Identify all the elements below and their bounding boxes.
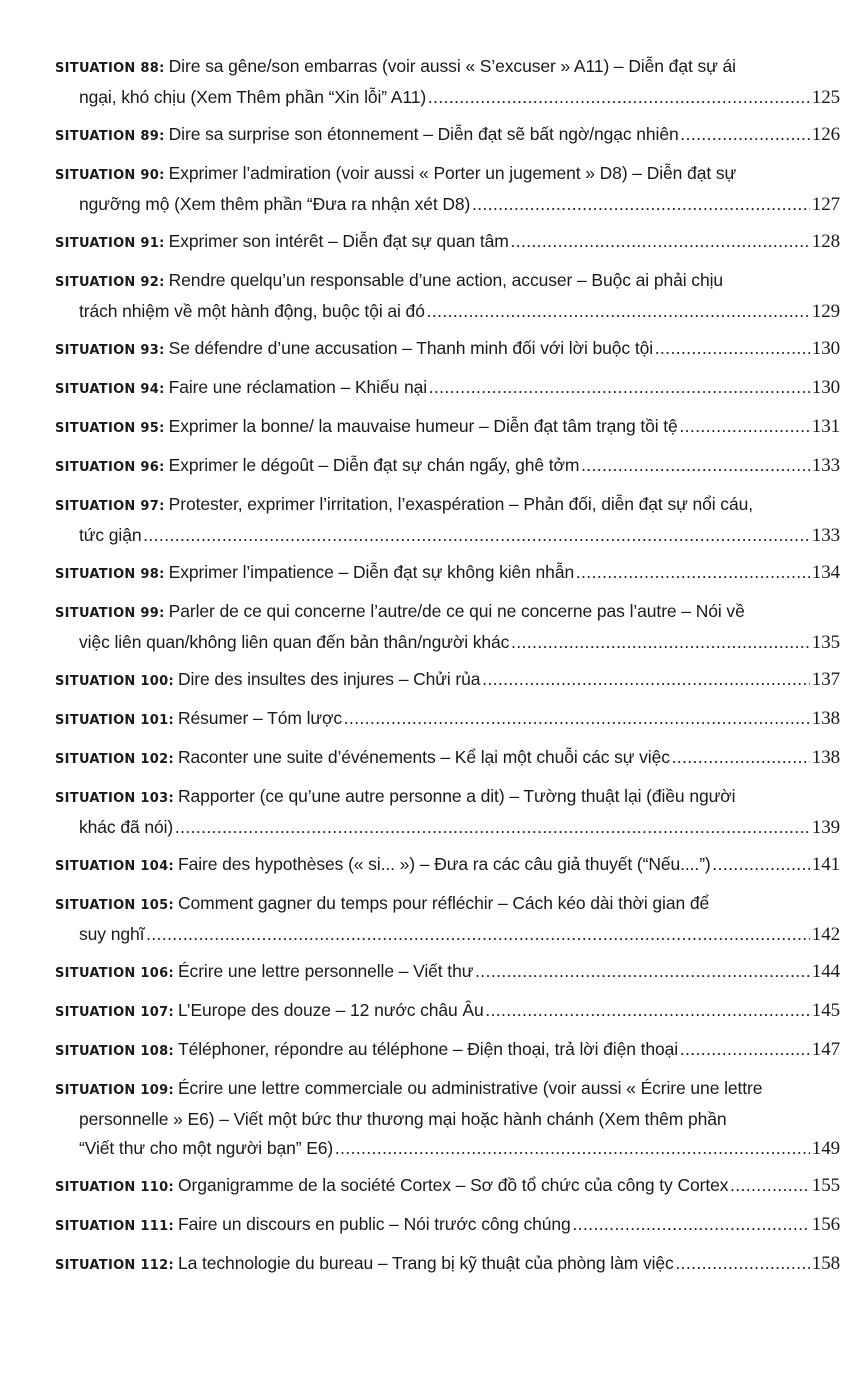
toc-entry-line bbox=[55, 490, 840, 521]
page-number: 138 bbox=[811, 747, 840, 768]
entry-title-text: Faire un discours en public – Nói trước công chúng bbox=[177, 1214, 571, 1234]
toc-entry-line bbox=[55, 83, 840, 112]
toc-entry-line bbox=[55, 665, 840, 696]
entry-title-text: La technologie du bureau – Trang bị kỹ thuật của phòng làm việc bbox=[177, 1253, 674, 1273]
dot-leader bbox=[680, 412, 810, 441]
entry-title-text: Se défendre d’une accusation – Thanh minh đối với lời buộc tội bbox=[168, 338, 654, 358]
page-number: 133 bbox=[811, 525, 840, 546]
situation-label: SITUATION 91: bbox=[55, 236, 165, 251]
toc-entry-line bbox=[55, 412, 840, 443]
toc-entry bbox=[55, 704, 840, 735]
dot-leader bbox=[581, 451, 809, 480]
toc-entry-line bbox=[55, 850, 840, 881]
page-number: 127 bbox=[811, 194, 840, 215]
toc-entry-line bbox=[55, 813, 840, 842]
page-number: 137 bbox=[811, 669, 840, 690]
page-number: 144 bbox=[811, 961, 840, 982]
dot-leader bbox=[344, 704, 810, 733]
dot-leader bbox=[672, 743, 810, 772]
toc-entry-line bbox=[55, 1134, 840, 1163]
entry-title-text: personnelle » E6) – Viết một bức thư thương mại hoặc hành chánh (Xem thêm phần bbox=[79, 1109, 727, 1129]
entry-title-text: Résumer – Tóm lược bbox=[177, 708, 343, 728]
situation-label: SITUATION 104: bbox=[55, 859, 174, 874]
toc-entry-line bbox=[55, 1105, 840, 1134]
situation-label: SITUATION 102: bbox=[55, 752, 174, 767]
dot-leader bbox=[427, 297, 810, 326]
dot-leader bbox=[511, 628, 809, 657]
toc-entry bbox=[55, 558, 840, 589]
toc-entry-line bbox=[55, 1171, 840, 1202]
page-number: 139 bbox=[811, 817, 840, 838]
toc-entry bbox=[55, 889, 840, 949]
entry-title-text: Comment gagner du temps pour réfléchir – Cách kéo dài thời gian để bbox=[177, 893, 710, 913]
entry-title-text: Exprimer la bonne/ la mauvaise humeur – Diễn đạt tâm trạng tồi tệ bbox=[168, 416, 678, 436]
dot-leader bbox=[175, 813, 810, 842]
toc-entry-line bbox=[55, 782, 840, 813]
dot-leader bbox=[428, 83, 810, 112]
entry-title-text: Exprimer le dégoût – Diễn đạt sự chán ngấy, ghê tởm bbox=[168, 455, 580, 475]
dot-leader bbox=[730, 1171, 809, 1200]
entry-title-text: Dire sa gêne/son embarras (voir aussi « S’excuser » A11) – Diễn đạt sự ái bbox=[168, 56, 736, 76]
toc-entry bbox=[55, 1210, 840, 1241]
entry-title-text: tức giận bbox=[79, 525, 142, 545]
toc-entry-line bbox=[55, 334, 840, 365]
entry-title-text: Dire des insultes des injures – Chửi rủa bbox=[177, 669, 481, 689]
page-number: 128 bbox=[811, 231, 840, 252]
entry-title-text: Exprimer l’impatience – Diễn đạt sự không kiên nhẫn bbox=[168, 562, 575, 582]
toc-entry bbox=[55, 266, 840, 326]
toc-entry-line bbox=[55, 920, 840, 949]
entry-title-text: Exprimer l’admiration (voir aussi « Porter un jugement » D8) – Diễn đạt sự bbox=[168, 163, 737, 183]
dot-leader bbox=[680, 1035, 810, 1064]
situation-label: SITUATION 89: bbox=[55, 129, 165, 144]
situation-label: SITUATION 96: bbox=[55, 460, 165, 475]
toc-entry bbox=[55, 597, 840, 657]
toc-entry-line bbox=[55, 957, 840, 988]
situation-label: SITUATION 92: bbox=[55, 275, 165, 290]
entry-title-text: Rapporter (ce qu’une autre personne a dit) – Tường thuật lại (điều người bbox=[177, 786, 736, 806]
toc-entry bbox=[55, 996, 840, 1027]
dot-leader bbox=[472, 190, 810, 219]
entry-title-text: trách nhiệm về một hành động, buộc tội ai đó bbox=[79, 301, 425, 321]
toc-entry-line bbox=[55, 159, 840, 190]
situation-label: SITUATION 99: bbox=[55, 606, 165, 621]
dot-leader bbox=[676, 1249, 810, 1278]
toc-entry bbox=[55, 412, 840, 443]
toc-entry-line bbox=[55, 889, 840, 920]
toc-entry-line bbox=[55, 373, 840, 404]
situation-label: SITUATION 97: bbox=[55, 499, 165, 514]
situation-label: SITUATION 88: bbox=[55, 61, 165, 76]
situation-label: SITUATION 107: bbox=[55, 1005, 174, 1020]
entry-title-text: Faire des hypothèses (« si... ») – Đưa ra các câu giả thuyết (“Nếu....”) bbox=[177, 854, 711, 874]
toc-entry bbox=[55, 782, 840, 842]
entry-title-text: “Viết thư cho một người bạn” E6) bbox=[79, 1138, 334, 1158]
toc-entry bbox=[55, 1074, 840, 1163]
dot-leader bbox=[146, 920, 809, 949]
situation-label: SITUATION 109: bbox=[55, 1083, 174, 1098]
toc-entry bbox=[55, 227, 840, 258]
page-number: 147 bbox=[811, 1039, 840, 1060]
page-number: 141 bbox=[811, 854, 840, 875]
dot-leader bbox=[429, 373, 810, 402]
toc-entry-line bbox=[55, 1210, 840, 1241]
toc-entry-line bbox=[55, 266, 840, 297]
toc-entry bbox=[55, 334, 840, 365]
page-number: 135 bbox=[811, 632, 840, 653]
toc-entry bbox=[55, 52, 840, 112]
situation-label: SITUATION 106: bbox=[55, 966, 174, 981]
dot-leader bbox=[335, 1134, 810, 1163]
situation-label: SITUATION 112: bbox=[55, 1258, 174, 1273]
situation-label: SITUATION 101: bbox=[55, 713, 174, 728]
situation-label: SITUATION 111: bbox=[55, 1219, 174, 1234]
toc-entry bbox=[55, 451, 840, 482]
entry-title-text: Organigramme de la société Cortex – Sơ đồ tổ chức của công ty Cortex bbox=[177, 1175, 729, 1195]
entry-title-text: Écrire une lettre commerciale ou administrative (voir aussi « Écrire une lettre bbox=[177, 1078, 763, 1098]
page-number: 130 bbox=[811, 338, 840, 359]
situation-label: SITUATION 108: bbox=[55, 1044, 174, 1059]
situation-label: SITUATION 94: bbox=[55, 382, 165, 397]
toc-entry-line bbox=[55, 1035, 840, 1066]
toc-entry bbox=[55, 957, 840, 988]
page-number: 138 bbox=[811, 708, 840, 729]
entry-title-text: L’Europe des douze – 12 nước châu Âu bbox=[177, 1000, 484, 1020]
toc-entry-line bbox=[55, 451, 840, 482]
toc-entry bbox=[55, 373, 840, 404]
toc-entry-line bbox=[55, 52, 840, 83]
page-number: 156 bbox=[811, 1214, 840, 1235]
dot-leader bbox=[511, 227, 810, 256]
page-number: 158 bbox=[811, 1253, 840, 1274]
entry-title-text: Dire sa surprise son étonnement – Diễn đạt sẽ bất ngờ/ngạc nhiên bbox=[168, 124, 679, 144]
page-number: 126 bbox=[811, 124, 840, 145]
page-number: 133 bbox=[811, 455, 840, 476]
toc-entry bbox=[55, 1249, 840, 1280]
toc-entry-line bbox=[55, 743, 840, 774]
toc-entry bbox=[55, 743, 840, 774]
situation-label: SITUATION 105: bbox=[55, 898, 174, 913]
page-number: 130 bbox=[811, 377, 840, 398]
toc-entry bbox=[55, 850, 840, 881]
toc-entry bbox=[55, 490, 840, 550]
dot-leader bbox=[475, 957, 809, 986]
dot-leader bbox=[573, 1210, 810, 1239]
entry-title-text: Faire une réclamation – Khiếu nại bbox=[168, 377, 428, 397]
toc-entry-line bbox=[55, 628, 840, 657]
toc-entry bbox=[55, 120, 840, 151]
dot-leader bbox=[482, 665, 809, 694]
entry-title-text: Raconter une suite d’événements – Kể lại một chuỗi các sự việc bbox=[177, 747, 670, 767]
toc-entry-line bbox=[55, 227, 840, 258]
page-number: 155 bbox=[811, 1175, 840, 1196]
situation-label: SITUATION 90: bbox=[55, 168, 165, 183]
toc-entry-line bbox=[55, 297, 840, 326]
toc-entry-line bbox=[55, 521, 840, 550]
entry-title-text: ngưỡng mộ (Xem thêm phần “Đưa ra nhận xét D8) bbox=[79, 194, 471, 214]
entry-title-text: việc liên quan/không liên quan đến bản thân/người khác bbox=[79, 632, 510, 652]
page-number: 145 bbox=[811, 1000, 840, 1021]
toc-entry bbox=[55, 1171, 840, 1202]
toc-entry-line bbox=[55, 1249, 840, 1280]
situation-label: SITUATION 95: bbox=[55, 421, 165, 436]
dot-leader bbox=[713, 850, 810, 879]
dot-leader bbox=[486, 996, 810, 1025]
page-number: 131 bbox=[811, 416, 840, 437]
entry-title-text: suy nghĩ bbox=[79, 924, 145, 944]
toc-entry-line bbox=[55, 996, 840, 1027]
toc-entry bbox=[55, 159, 840, 219]
page-number: 142 bbox=[811, 924, 840, 945]
dot-leader bbox=[681, 120, 810, 149]
situation-label: SITUATION 100: bbox=[55, 674, 174, 689]
situation-label: SITUATION 110: bbox=[55, 1180, 174, 1195]
situation-label: SITUATION 93: bbox=[55, 343, 165, 358]
page-number: 134 bbox=[811, 562, 840, 583]
situation-label: SITUATION 103: bbox=[55, 791, 174, 806]
entry-title-text: ngại, khó chịu (Xem Thêm phần “Xin lỗi” A11) bbox=[79, 87, 427, 107]
entry-title-text: Rendre quelqu’un responsable d’une action, accuser – Buộc ai phải chịu bbox=[168, 270, 723, 290]
page-number: 125 bbox=[811, 87, 840, 108]
toc-entry-line bbox=[55, 558, 840, 589]
entry-title-text: Parler de ce qui concerne l’autre/de ce qui ne concerne pas l’autre – Nói về bbox=[168, 601, 745, 621]
entry-title-text: Téléphoner, répondre au téléphone – Điện thoại, trả lời điện thoại bbox=[177, 1039, 679, 1059]
entry-title-text: Exprimer son intérêt – Diễn đạt sự quan tâm bbox=[168, 231, 509, 251]
page-number: 149 bbox=[811, 1138, 840, 1159]
situation-label: SITUATION 98: bbox=[55, 567, 165, 582]
toc-entry-line bbox=[55, 190, 840, 219]
entry-title-text: Écrire une lettre personnelle – Viết thư bbox=[177, 961, 474, 981]
toc-entry-line bbox=[55, 704, 840, 735]
entry-title-text: Protester, exprimer l’irritation, l’exaspération – Phản đối, diễn đạt sự nổi cáu, bbox=[168, 494, 753, 514]
dot-leader bbox=[655, 334, 810, 363]
toc-entry-line bbox=[55, 120, 840, 151]
toc-entry-line bbox=[55, 1074, 840, 1105]
dot-leader bbox=[576, 558, 810, 587]
toc-entry bbox=[55, 1035, 840, 1066]
table-of-contents bbox=[55, 52, 840, 1288]
toc-entry-line bbox=[55, 597, 840, 628]
entry-title-text: khác đã nói) bbox=[79, 817, 174, 837]
page-number: 129 bbox=[811, 301, 840, 322]
dot-leader bbox=[143, 521, 809, 550]
toc-entry bbox=[55, 665, 840, 696]
